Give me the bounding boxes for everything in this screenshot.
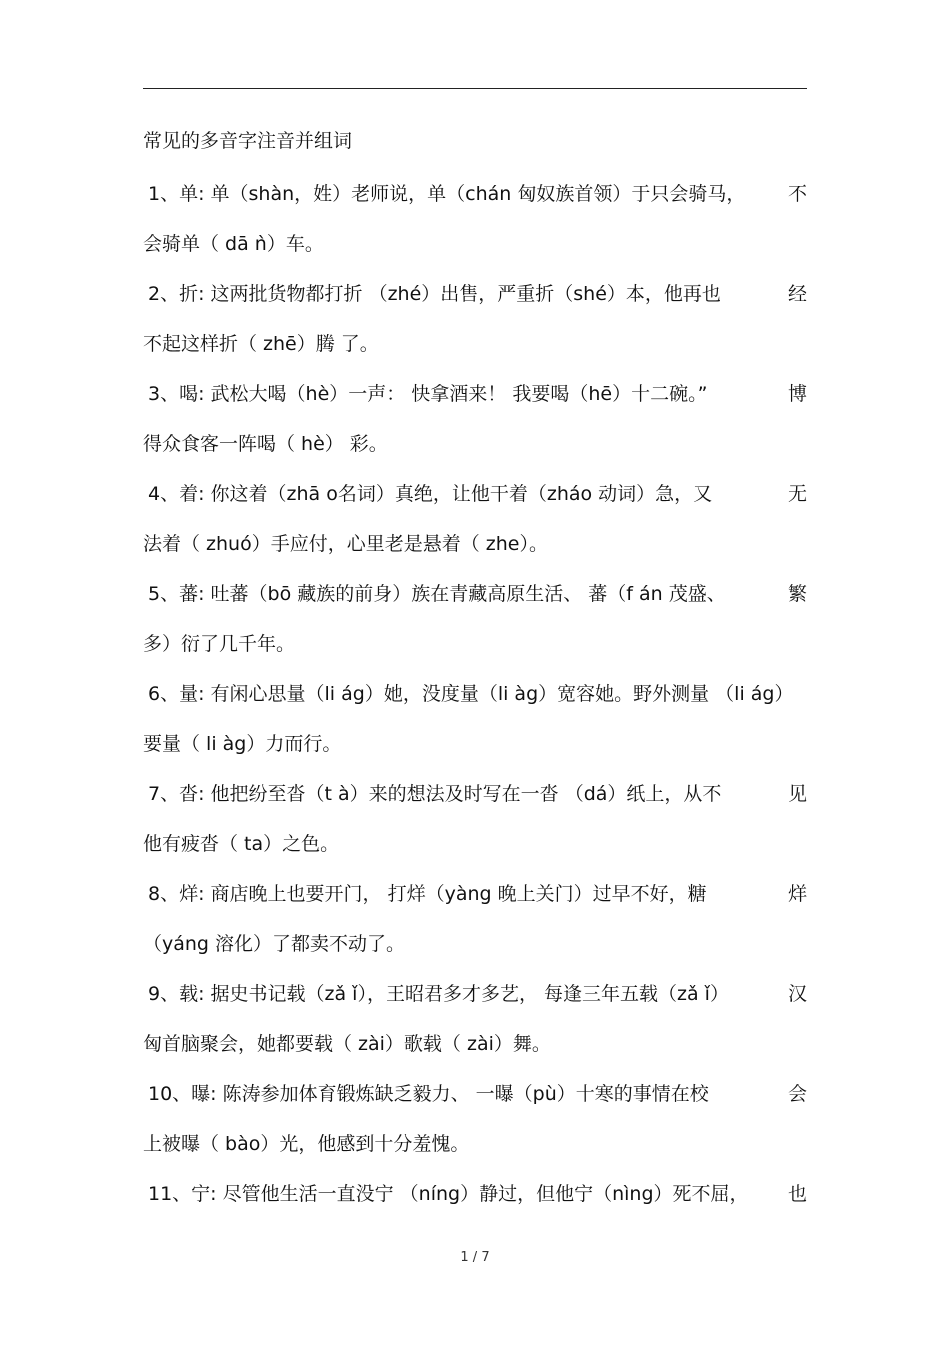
entry-text: 会骑单（ dā ǹ）车。 bbox=[143, 233, 324, 255]
entry-text: 他有疲沓（ ta）之色。 bbox=[143, 833, 340, 855]
entry-10-line-2 bbox=[143, 1128, 807, 1178]
entry-line-tail: 无 bbox=[787, 483, 807, 505]
page-indicator: 1 / 7 bbox=[460, 1250, 490, 1265]
entry-text: 法着（ zhuó）手应付，心里老是悬着（ zhe）。 bbox=[143, 533, 548, 555]
entry-6-line-1 bbox=[143, 678, 807, 728]
entry-9-line-1 bbox=[143, 978, 807, 1028]
entry-text: 5、蕃: 吐蕃（bō 藏族的前身）族在青藏高原生活、 蕃（f án 茂盛、 bbox=[148, 583, 726, 605]
entry-3-line-2 bbox=[143, 428, 807, 478]
entry-8-line-1 bbox=[143, 878, 807, 928]
entry-line-tail: 博 bbox=[787, 383, 807, 405]
header-rule bbox=[143, 88, 807, 89]
entry-text: 10、曝: 陈涛参加体育锻炼缺乏毅力、 一曝（pù）十寒的事情在校 bbox=[148, 1083, 709, 1105]
entry-line-tail: 繁 bbox=[787, 583, 807, 605]
entry-text: 多）衍了几千年。 bbox=[143, 633, 296, 655]
entry-line-tail: 见 bbox=[787, 783, 807, 805]
entry-1-line-1 bbox=[143, 178, 807, 228]
page-title: 常见的多音字注音并组词 bbox=[143, 130, 353, 152]
entry-line-tail: 会 bbox=[787, 1083, 807, 1105]
entry-9-line-2 bbox=[143, 1028, 807, 1078]
entry-text: 不起这样折（ zhē）腾 了。 bbox=[143, 333, 379, 355]
entry-4-line-1 bbox=[143, 478, 807, 528]
entry-7-line-1 bbox=[143, 778, 807, 828]
entry-11-line-1 bbox=[143, 1178, 807, 1228]
entry-1-line-2 bbox=[143, 228, 807, 278]
entry-8-line-2 bbox=[143, 928, 807, 978]
entry-text: 3、喝: 武松大喝（hè）一声： 快拿酒来！ 我要喝（hē）十二碗。” bbox=[148, 383, 708, 405]
entry-2-line-1 bbox=[143, 278, 807, 328]
entry-text: 要量（ li àg）力而行。 bbox=[143, 733, 342, 755]
entry-text: （yáng 溶化）了都卖不动了。 bbox=[143, 933, 406, 955]
entry-5-line-1 bbox=[143, 578, 807, 628]
entry-10-line-1 bbox=[143, 1078, 807, 1128]
entry-3-line-1 bbox=[143, 378, 807, 428]
entry-text: 上被曝（ bào）光，他感到十分羞愧。 bbox=[143, 1133, 470, 1155]
entry-text: 匈首脑聚会，她都要载（ zài）歌载（ zài）舞。 bbox=[143, 1033, 551, 1055]
entry-text: 9、载: 据史书记载（zǎ ǐ），王昭君多才多艺， 每逢三年五载（zǎ ǐ） bbox=[148, 983, 729, 1005]
entry-text: 8、烊: 商店晚上也要开门， 打烊（yàng 晚上关门）过早不好，糖 bbox=[148, 883, 707, 905]
entry-line-tail: 汉 bbox=[787, 983, 807, 1005]
entry-2-line-2 bbox=[143, 328, 807, 378]
entry-text: 1、单: 单（shàn，姓）老师说，单（chán 匈奴族首领）于只会骑马， bbox=[148, 183, 746, 205]
entry-list bbox=[143, 178, 807, 1228]
entry-line-tail: 不 bbox=[787, 183, 807, 205]
entry-6-line-2 bbox=[143, 728, 807, 778]
entry-text: 7、沓: 他把纷至沓（t à）来的想法及时写在一沓 （dá）纸上，从不 bbox=[148, 783, 722, 805]
entry-line-tail: 烊 bbox=[787, 883, 807, 905]
entry-4-line-2 bbox=[143, 528, 807, 578]
entry-text: 6、量: 有闲心思量（li ág）她，没度量（li àg）宽容她。野外测量 （li ág） bbox=[148, 683, 794, 705]
entry-line-tail: 也 bbox=[787, 1183, 807, 1205]
entry-line-tail: 经 bbox=[787, 283, 807, 305]
entry-text: 得众食客一阵喝（ hè） 彩。 bbox=[143, 433, 388, 455]
entry-7-line-2 bbox=[143, 828, 807, 878]
entry-5-line-2 bbox=[143, 628, 807, 678]
entry-text: 4、着: 你这着（zhā o名词）真绝，让他干着（zháo 动词）急，又 bbox=[148, 483, 713, 505]
entry-text: 2、折: 这两批货物都打折 （zhé）出售，严重折（shé）本，他再也 bbox=[148, 283, 721, 305]
entry-text: 11、宁: 尽管他生活一直没宁 （níng）静过，但他宁（nìng）死不屈， bbox=[148, 1183, 749, 1205]
